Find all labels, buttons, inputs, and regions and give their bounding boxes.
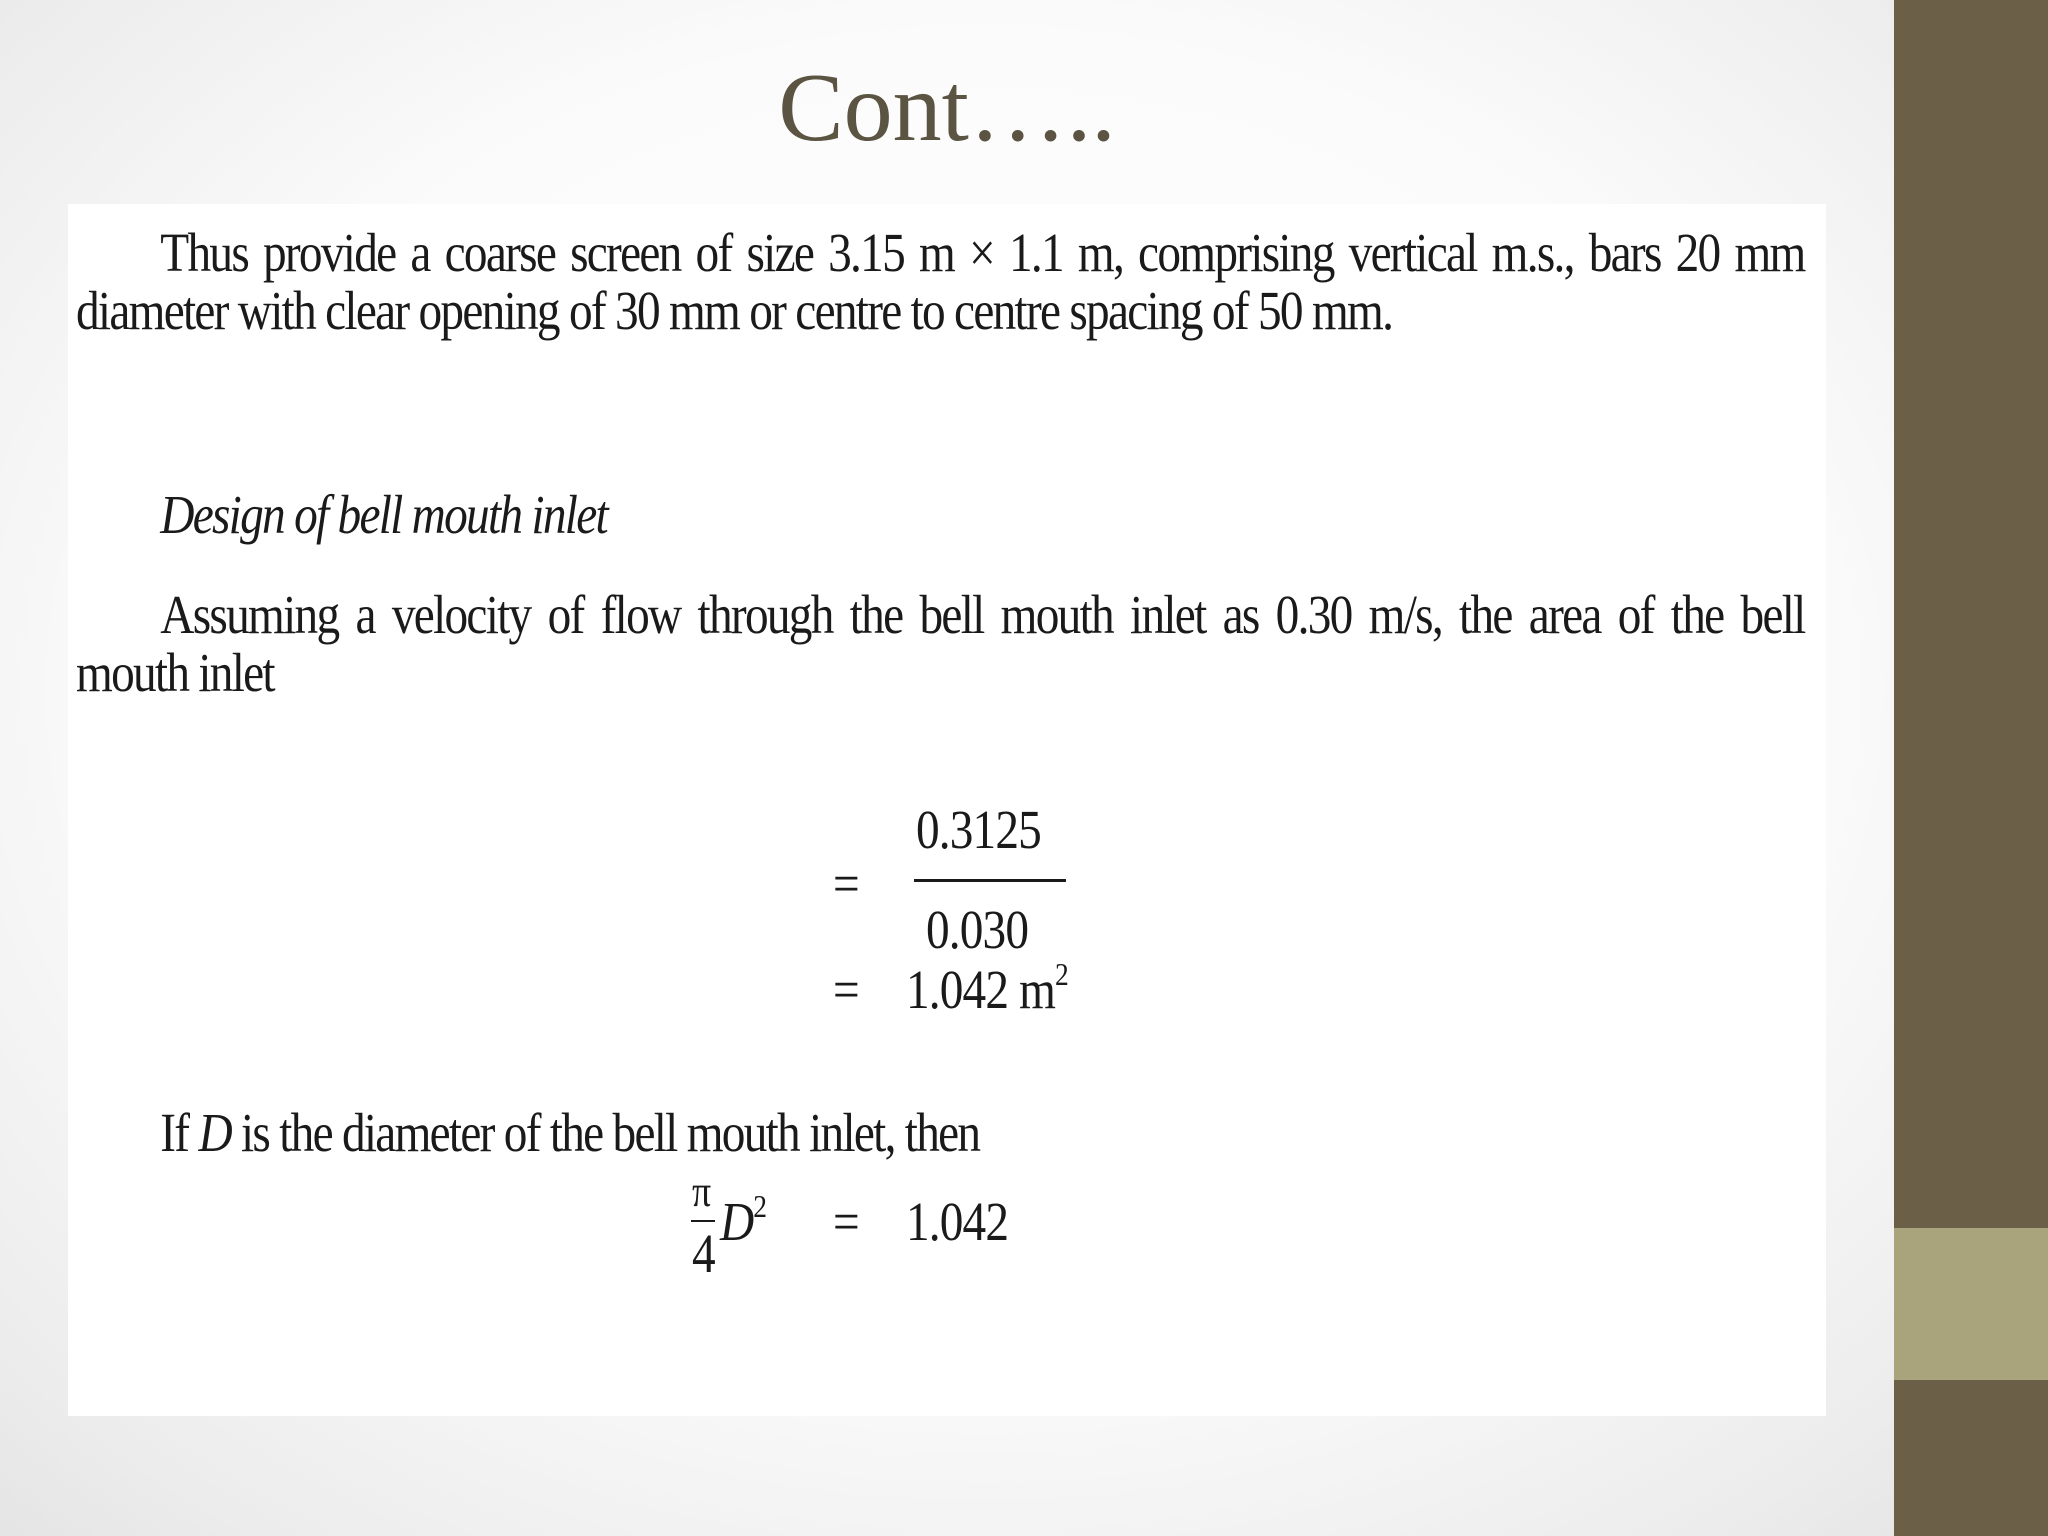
paragraph-velocity <box>76 586 1805 702</box>
eq1-fraction-bar <box>914 879 1066 882</box>
paragraph-diameter-suffix: is the diameter of the bell mouth inlet, then <box>230 1102 980 1163</box>
slide-title: Cont….. <box>778 54 1116 162</box>
paragraph-diameter-var: D <box>198 1102 231 1163</box>
eq2-value: 1.042 m <box>906 959 1056 1020</box>
eq3-value: 1.042 <box>906 1191 1009 1252</box>
eq1-denominator: 0.030 <box>926 899 1029 960</box>
paragraph-diameter <box>76 1104 1805 1162</box>
eq3-var-letter: D <box>720 1191 754 1252</box>
content-image-box <box>68 204 1826 1416</box>
eq2-equals: = <box>833 959 859 1020</box>
eq3-equals: = <box>833 1191 859 1252</box>
paragraph-screen-size-text: Thus provide a coarse screen of size 3.15 m × 1.1 m, comprising vertical m.s., bars 20 mm diameter with clear opening of 30 mm or centre to centre spacing of 50 mm. <box>76 222 1805 341</box>
section-heading <box>76 486 1805 544</box>
paragraph-screen-size <box>76 224 1805 340</box>
eq3-four: 4 <box>692 1223 715 1284</box>
paragraph-velocity-text: Assuming a velocity of flow through the bell mouth inlet as 0.30 m/s, the area of the bell mouth inlet <box>76 584 1805 703</box>
paragraph-diameter-prefix: If <box>160 1102 199 1163</box>
eq2-exponent: 2 <box>1055 956 1068 992</box>
eq1-numerator: 0.3125 <box>916 799 1041 860</box>
sidebar-accent-block <box>1894 1228 2048 1380</box>
eq1-equals: = <box>833 853 859 914</box>
eq3-var <box>720 1188 767 1252</box>
eq2-area <box>906 956 1068 1020</box>
section-heading-text: Design of bell mouth inlet <box>160 484 607 545</box>
eq3-pi: π <box>692 1167 711 1216</box>
eq3-fraction-bar <box>691 1220 715 1222</box>
eq3-exponent: 2 <box>753 1188 767 1224</box>
